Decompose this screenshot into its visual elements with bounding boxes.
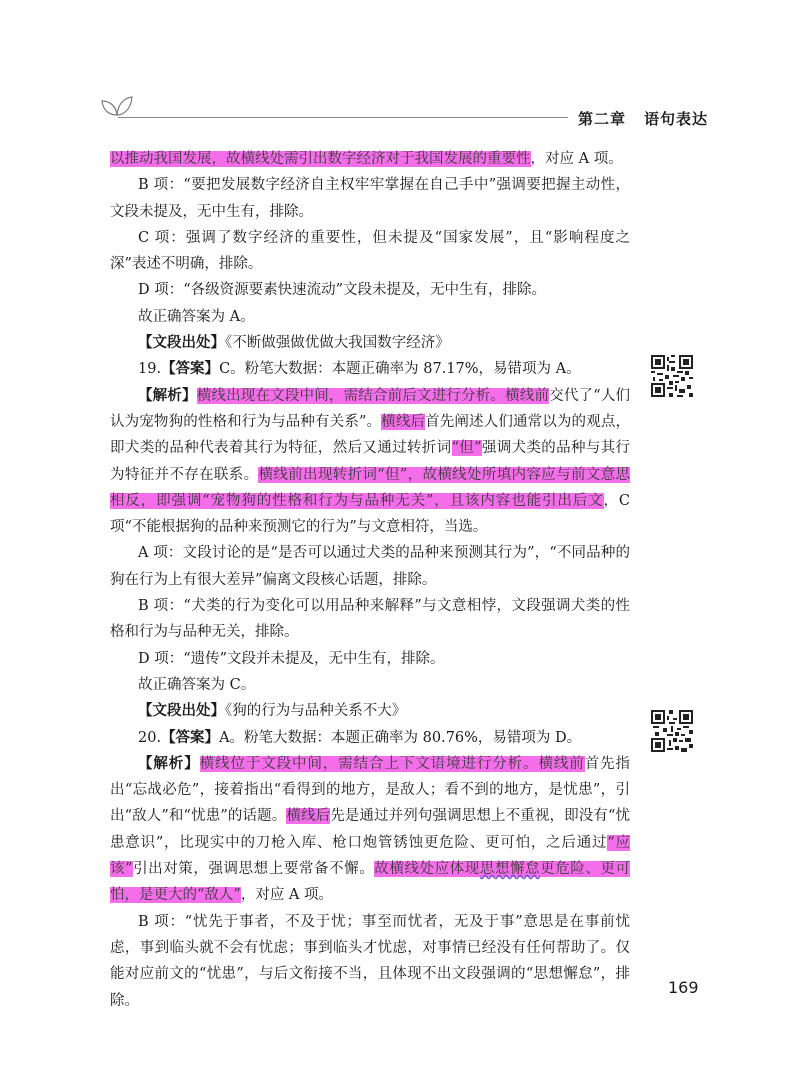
highlighted-text: 横线后 <box>381 413 426 430</box>
question-20-analysis: 【解析】横线位于文段中间，需结合上下文语境进行分析。横线前首先指出“忘战必危”，接着指出“看得到的地方，是敌人；看不到的地方，是忧患”，引出“敌人”和“忧患”的话题。横线后先是通过并列句强调思想上不重视，即没有“忧患意识”，比现实中的刀枪入库、枪口炮管锈蚀更危险、更可怕，之后通过“应该”引出对策，强调思想上要常备不懈。故横线处应体现思想懈怠更危险、更可怕，是更大的“敌人”，对应 A 项。 <box>110 755 631 904</box>
option-d-analysis: D 项：“遗传”文段并未提及，无中生有，排除。 <box>138 650 445 667</box>
highlighted-text: 横线位于文段中间，需结合上下文语境进行分析。横线前 <box>199 755 585 772</box>
highlighted-text: 横线前出现转折词“但”，故横线处所填内容应与前文意思相反，即强调“宠物狗的性格和行为与品种无关”，且该内容也能引出后文 <box>110 466 631 509</box>
source-line: 【文段出处】《不断做强做优做大我国数字经济》 <box>138 335 450 352</box>
option-c-analysis: C 项：强调了数字经济的重要性，但未提及“国家发展”，且“影响程度之深”表述不明确，排除。 <box>110 229 630 273</box>
page-number: 169 <box>668 978 699 997</box>
correct-answer: 故正确答案为 C。 <box>138 676 256 693</box>
leaf-icon <box>100 93 134 117</box>
page-body <box>110 146 630 1014</box>
highlighted-text: 横线后 <box>286 808 331 825</box>
option-b-analysis: B 项：“要把发展数字经济自主权牢牢掌握在自己手中”强调要把握主动性，文段未提及，无中生有，排除。 <box>110 177 630 220</box>
qr-code-icon <box>651 355 693 397</box>
highlighted-text: 以推动我国发展，故横线处需引出数字经济对于我国发展的重要性 <box>110 151 531 167</box>
chapter-label: 第二章 <box>578 110 627 128</box>
highlighted-text: “但” <box>451 440 482 457</box>
section-label: 语句表达 <box>644 110 709 128</box>
question-19-analysis: 【解析】横线出现在文段中间，需结合前后文进行分析。横线前交代了“人们认为宠物狗的性格和行为与品种有关系”。横线后首先阐述人们通常以为的观点，即犬类的品种代表着其行为特征，然后又通过转折词“但”强调犬类的品种与其行为特征并不存在联系。横线前出现转折词“但”，故横线处所填内容应与前文意思相反，即强调“宠物狗的性格和行为与品种无关”，且该内容也能引出后文，C 项“不能根据狗的品种来预测它的行为”与文意相符，当选。 <box>110 387 631 536</box>
question-20-answer: 20.【答案】A。粉笔大数据：本题正确率为 80.76%，易错项为 D。 <box>138 729 582 746</box>
option-d-analysis: D 项：“各级资源要素快速流动”文段未提及，无中生有，排除。 <box>138 282 547 299</box>
correct-answer: 故正确答案为 A。 <box>138 308 255 325</box>
highlighted-text: “应该” <box>110 834 630 878</box>
highlighted-text: 更危险、更可怕，是更大的“敌人” <box>110 861 631 904</box>
underlined-text: 思想懈怠 <box>479 861 541 878</box>
qr-code-icon <box>651 710 693 752</box>
highlighted-text: 故横线处应体现 <box>374 861 480 878</box>
option-b-analysis: B 项：“忧先于事者，不及于忧；事至而忧者，无及于事”意思是在事前忧虑，事到临头就不会有忧虑；事到临头才忧虑，对事情已经没有任何帮助了。仅能对应前文的“忧患”，与后文衔接不当，且体现不出文段强调的“思想懈怠”，排除。 <box>110 913 630 1009</box>
paragraph: 以推动我国发展，故横线处需引出数字经济对于我国发展的重要性，对应 A 项。 <box>110 151 623 167</box>
option-a-analysis: A 项：文段讨论的是“是否可以通过犬类的品种来预测其行为”，“不同品种的狗在行为上有很大差异”偏离文段核心话题，排除。 <box>110 545 630 588</box>
source-line: 【文段出处】《狗的行为与品种关系不大》 <box>138 703 407 720</box>
running-header <box>578 108 708 129</box>
header-rule <box>118 117 568 118</box>
question-19-answer: 19.【答案】C。粉笔大数据：本题正确率为 87.17%，易错项为 A。 <box>138 361 581 378</box>
option-b-analysis: B 项：“犬类的行为变化可以用品种来解释”与文意相悖，文段强调犬类的性格和行为与品种无关，排除。 <box>110 598 630 641</box>
highlighted-text: 横线出现在文段中间，需结合前后文进行分析。横线前 <box>196 387 550 404</box>
